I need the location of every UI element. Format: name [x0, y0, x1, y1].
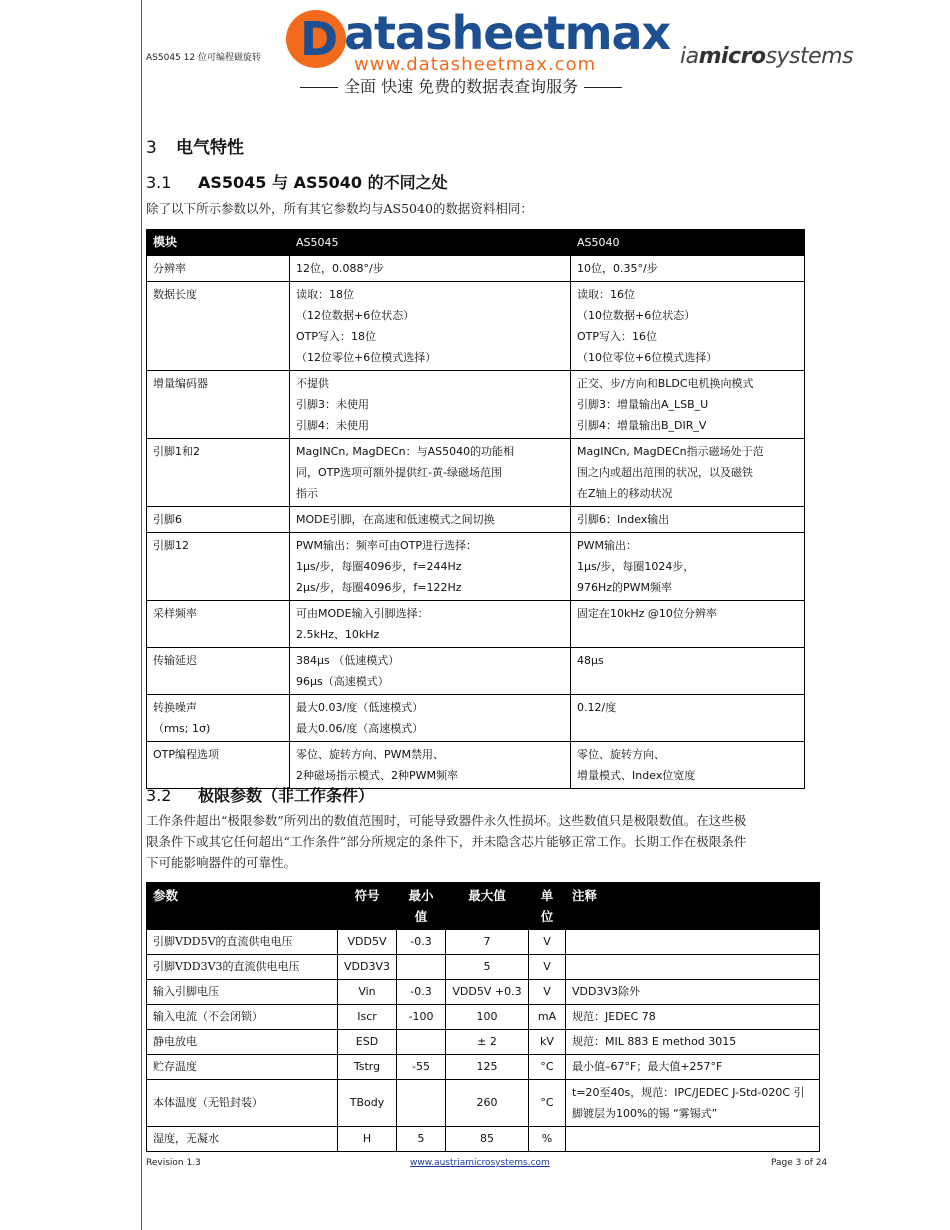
table-cell — [571, 256, 805, 282]
paragraph-line: 工作条件超出“极限参数”所列出的数值范围时，可能导致器件永久性损坏。这些数值只是极限数值。在这些极 — [146, 813, 747, 828]
table-cell — [290, 648, 571, 695]
cell-line: 转换噪声 — [153, 701, 197, 714]
col-header: 注释 — [566, 883, 820, 930]
section-3-1-intro: 除了以下所示参数以外，所有其它参数均与AS5040的数据资料相同： — [146, 201, 533, 216]
table-cell-note: 规范：JEDEC 78 — [566, 1005, 820, 1030]
footer-page-number: Page 3 of 24 — [771, 1158, 828, 1168]
table-cell-min: -55 — [397, 1055, 446, 1080]
table-cell-unit: °C — [529, 1055, 566, 1080]
table-cell — [290, 742, 571, 789]
table-cell-param: 引脚VDD3V3的直流供电电压 — [147, 955, 338, 980]
document-title: AS5045 12 位可编程磁旋转 — [146, 53, 261, 63]
cell-line: 零位、旋转方向、PWM禁用、 — [296, 748, 444, 761]
col-header: 最大值 — [446, 883, 529, 930]
table-cell — [290, 439, 571, 507]
table-cell — [571, 371, 805, 439]
table-cell — [290, 695, 571, 742]
table-cell-param: 输入引脚电压 — [147, 980, 338, 1005]
table-cell-param: 引脚VDD5V的直流供电电压 — [147, 930, 338, 955]
cell-line: 引脚3：未使用 — [296, 398, 369, 411]
table-cell — [290, 507, 571, 533]
table-cell-unit: % — [529, 1127, 566, 1152]
table-row — [147, 955, 820, 980]
cell-line: 96µs（高速模式） — [296, 675, 389, 688]
table-row — [147, 1055, 820, 1080]
table-cell-param: 湿度，无凝水 — [147, 1127, 338, 1152]
section-3-2-paragraph — [146, 810, 826, 873]
table-cell-min: -100 — [397, 1005, 446, 1030]
cell-line: 固定在10kHz @10位分辨率 — [577, 607, 717, 620]
table-row — [147, 439, 805, 507]
table-cell-sym: VDD3V3 — [338, 955, 397, 980]
table-cell-param: 贮存温度 — [147, 1055, 338, 1080]
cell-line: 传输延迟 — [153, 654, 197, 667]
cell-line: MagINCn, MagDECn：与AS5040的功能相 — [296, 445, 515, 458]
cell-line: 引脚4：未使用 — [296, 419, 369, 432]
cell-line: 读取：18位 — [296, 288, 354, 301]
logo-wordmark: atasheetmax — [344, 6, 671, 60]
table-cell-min: -0.3 — [397, 980, 446, 1005]
table-row — [147, 1005, 820, 1030]
table-row — [147, 742, 805, 789]
cell-line: OTP写入：18位 — [296, 330, 377, 343]
cell-line: （10位数据+6位状态） — [577, 309, 696, 322]
cell-line: 384µs （低速模式） — [296, 654, 400, 667]
table-cell — [147, 371, 290, 439]
cell-line: 最大0.06/度（高速模式） — [296, 722, 424, 735]
table-cell — [147, 439, 290, 507]
table-cell-unit: mA — [529, 1005, 566, 1030]
table-cell-unit: V — [529, 980, 566, 1005]
cell-line: MagINCn, MagDECn指示磁场处于范 — [577, 445, 764, 458]
table-cell — [571, 282, 805, 371]
cell-line: 零位、旋转方向、 — [577, 748, 665, 761]
cell-line: 引脚12 — [153, 539, 189, 552]
table-cell — [571, 742, 805, 789]
table-cell-sym: Vin — [338, 980, 397, 1005]
table-cell-max: 125 — [446, 1055, 529, 1080]
table-cell — [571, 439, 805, 507]
table-cell — [571, 507, 805, 533]
cell-line: 2µs/步，每圈4096步，f=122Hz — [296, 581, 462, 594]
cell-line: 最大0.03/度（低速模式） — [296, 701, 424, 714]
cell-line: （12位零位+6位模式选择） — [296, 351, 437, 364]
cell-line: 引脚6：Index输出 — [577, 513, 670, 526]
paragraph-line: 限条件下或其它任何超出“工作条件”部分所规定的条件下，并未隐含芯片能够正常工作。长期工作在极限条件 — [146, 834, 747, 849]
cell-line: 采样频率 — [153, 607, 197, 620]
table-cell-sym: H — [338, 1127, 397, 1152]
cell-line: 12位，0.088°/步 — [296, 262, 384, 275]
logo-letter: D — [300, 12, 339, 66]
comparison-table — [146, 229, 805, 789]
cell-line: 围之内或超出范围的状况，以及磁铁 — [577, 466, 753, 479]
table-header-row — [147, 883, 820, 930]
table-row — [147, 1127, 820, 1152]
cell-line: PWM输出： — [577, 539, 638, 552]
table-cell — [147, 648, 290, 695]
table-cell-note: 规范：MIL 883 E method 3015 — [566, 1030, 820, 1055]
table-row — [147, 371, 805, 439]
cell-line: （rms; 1σ) — [153, 722, 211, 735]
cell-line: 不提供 — [296, 377, 329, 390]
table-cell — [147, 282, 290, 371]
table-cell-min — [397, 955, 446, 980]
logo-url[interactable]: www.datasheetmax.com — [354, 54, 597, 75]
table-cell-note: 最小值–67°F；最大值+257°F — [566, 1055, 820, 1080]
cell-line: 2种磁场指示模式、2种PWM频率 — [296, 769, 458, 782]
cell-line: 分辨率 — [153, 262, 186, 275]
table-cell-note: VDD3V3除外 — [566, 980, 820, 1005]
table-row — [147, 256, 805, 282]
col-header: 单位 — [529, 883, 566, 930]
table-row — [147, 648, 805, 695]
cell-line: 数据长度 — [153, 288, 197, 301]
table-cell-note — [566, 1127, 820, 1152]
table-cell-unit: V — [529, 955, 566, 980]
table-cell-param: 静电放电 — [147, 1030, 338, 1055]
table-cell-sym: TBody — [338, 1080, 397, 1127]
cell-line: 正交、步/方向和BLDC电机换向模式 — [577, 377, 754, 390]
table-cell-sym: Iscr — [338, 1005, 397, 1030]
table-cell-unit: kV — [529, 1030, 566, 1055]
cell-line: 引脚3：增量输出A_LSB_U — [577, 398, 709, 411]
table-cell-min — [397, 1030, 446, 1055]
cell-line: 增量模式、Index位宽度 — [577, 769, 696, 782]
table-cell-min: 5 — [397, 1127, 446, 1152]
table-cell-sym: ESD — [338, 1030, 397, 1055]
table-cell — [571, 695, 805, 742]
table-cell-max: 7 — [446, 930, 529, 955]
absolute-max-table — [146, 882, 820, 1152]
cell-line: 引脚4：增量输出B_DIR_V — [577, 419, 707, 432]
cell-line: MODE引脚，在高速和低速模式之间切换 — [296, 513, 495, 526]
table-cell-max: ± 2 — [446, 1030, 529, 1055]
cell-line: 增量编码器 — [153, 377, 208, 390]
cell-line: OTP编程选项 — [153, 748, 220, 761]
cell-line: 引脚6 — [153, 513, 182, 526]
cell-line: 引脚1和2 — [153, 445, 200, 458]
table-cell — [147, 256, 290, 282]
cell-line: （10位零位+6位模式选择） — [577, 351, 718, 364]
col-header: 符号 — [338, 883, 397, 930]
cell-line: 976Hz的PWM频率 — [577, 581, 673, 594]
table-row — [147, 695, 805, 742]
cell-line: 2.5kHz、10kHz — [296, 628, 380, 641]
cell-line: 1µs/步，每圈1024步， — [577, 560, 695, 573]
section-3-1-heading: 3.1 AS5045 与 AS5040 的不同之处 — [146, 173, 448, 192]
table-cell — [147, 533, 290, 601]
table-cell — [147, 695, 290, 742]
cell-line: 可由MODE输入引脚选择： — [296, 607, 429, 620]
margin-rule — [141, 0, 142, 1230]
table-cell-max: 260 — [446, 1080, 529, 1127]
table-cell — [147, 742, 290, 789]
table-row — [147, 930, 820, 955]
table-cell-max: 5 — [446, 955, 529, 980]
table-cell — [290, 601, 571, 648]
col-header: 最小值 — [397, 883, 446, 930]
table-cell-unit: °C — [529, 1080, 566, 1127]
table-cell-unit: V — [529, 930, 566, 955]
cell-line: 10位，0.35°/步 — [577, 262, 658, 275]
table-row — [147, 980, 820, 1005]
table-cell-param: 输入电流（不会闭锁） — [147, 1005, 338, 1030]
table-cell — [290, 371, 571, 439]
paragraph-line: 下可能影响器件的可靠性。 — [146, 855, 297, 870]
cell-line: 1µs/步，每圈4096步，f=244Hz — [296, 560, 462, 573]
table-cell-note — [566, 955, 820, 980]
cell-line: 48µs — [577, 654, 604, 667]
table-cell-max: VDD5V +0.3 — [446, 980, 529, 1005]
table-cell — [290, 256, 571, 282]
table-cell — [571, 533, 805, 601]
col-header: 参数 — [147, 883, 338, 930]
cell-line: 0.12/度 — [577, 701, 617, 714]
cell-line: 指示 — [296, 487, 318, 500]
logo-slogan: 全面 快速 免费的数据表查询服务 — [294, 74, 628, 97]
cell-line: （12位数据+6位状态） — [296, 309, 415, 322]
table-cell-max: 85 — [446, 1127, 529, 1152]
table-cell-min: -0.3 — [397, 930, 446, 955]
cell-line: 读取：16位 — [577, 288, 635, 301]
table-header-row — [147, 230, 805, 256]
cell-line: PWM输出：频率可由OTP进行选择： — [296, 539, 478, 552]
table-cell — [290, 533, 571, 601]
table-cell-sym: Tstrg — [338, 1055, 397, 1080]
table-row — [147, 1080, 820, 1127]
footer-revision: Revision 1.3 — [146, 1158, 201, 1168]
table-cell-note: t=20至40s，规范：IPC/JEDEC J-Std-020C 引脚镀层为100%的锡 “雾锡式” — [566, 1080, 820, 1127]
table-cell-max: 100 — [446, 1005, 529, 1030]
table-cell-sym: VDD5V — [338, 930, 397, 955]
footer-link[interactable] — [410, 1158, 550, 1168]
table-row — [147, 507, 805, 533]
col-header: AS5045 — [290, 230, 571, 256]
datasheetmax-logo[interactable] — [286, 6, 671, 96]
table-row — [147, 601, 805, 648]
company-logo: iamicrosystems — [680, 44, 854, 69]
table-cell-param: 本体温度（无铅封装） — [147, 1080, 338, 1127]
table-cell — [147, 507, 290, 533]
cell-line: 同，OTP选项可额外提供红-黄-绿磁场范围 — [296, 466, 502, 479]
section-3-heading: 3 电气特性 — [146, 138, 244, 158]
table-row — [147, 1030, 820, 1055]
table-cell-min — [397, 1080, 446, 1127]
table-cell — [571, 601, 805, 648]
cell-line: OTP写入：16位 — [577, 330, 658, 343]
table-cell — [290, 282, 571, 371]
table-row — [147, 282, 805, 371]
table-cell — [571, 648, 805, 695]
table-cell-note — [566, 930, 820, 955]
col-header: 模块 — [147, 230, 290, 256]
table-cell — [147, 601, 290, 648]
table-row — [147, 533, 805, 601]
website-link[interactable]: www.austriamicrosystems.com — [410, 1158, 550, 1168]
section-3-2-heading: 3.2 极限参数（非工作条件） — [146, 786, 375, 805]
col-header: AS5040 — [571, 230, 805, 256]
cell-line: 在Z轴上的移动状况 — [577, 487, 673, 500]
